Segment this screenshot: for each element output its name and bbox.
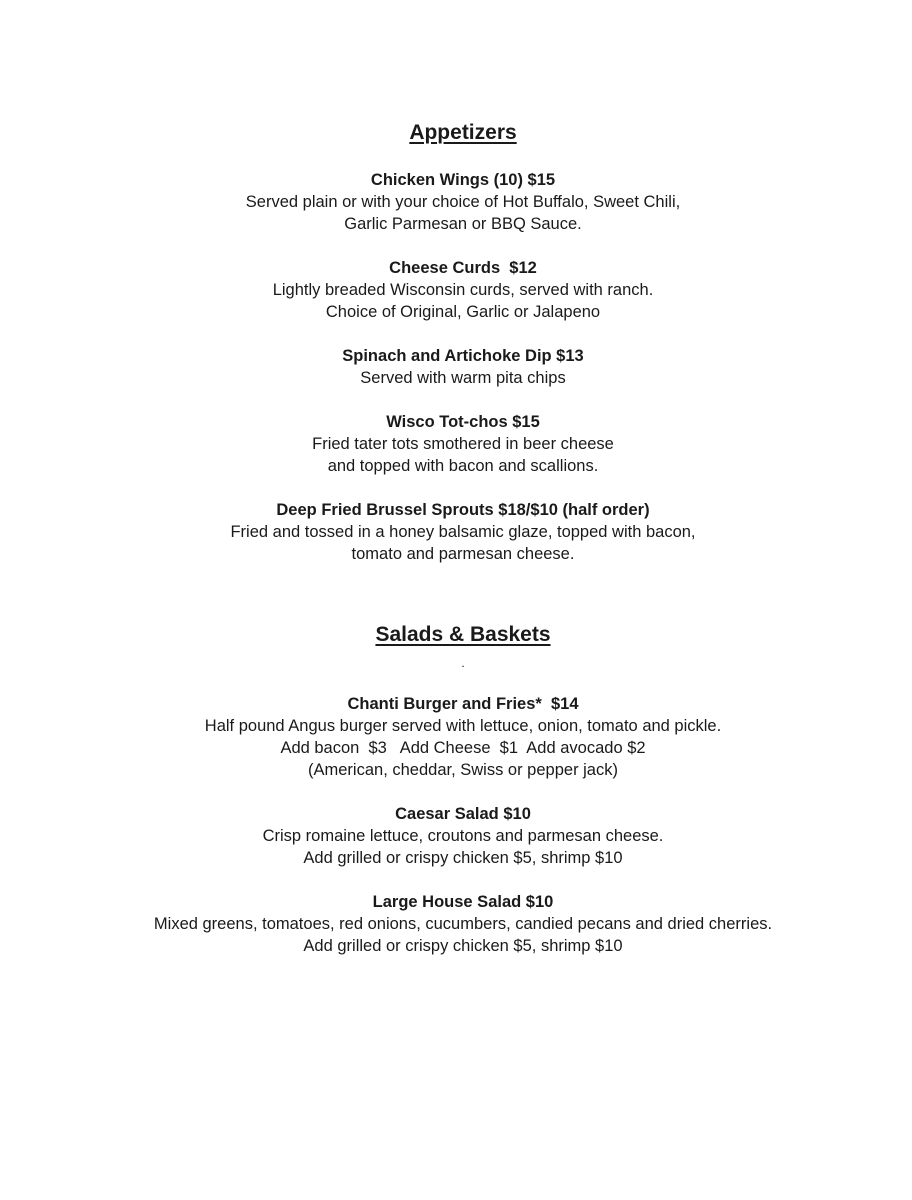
menu-item-title: Cheese Curds $12 — [389, 259, 537, 277]
menu-item-description: Lightly breaded Wisconsin curds, served with ranch. — [272, 281, 654, 299]
menu-item-title: Chanti Burger and Fries* $14 — [347, 695, 579, 713]
menu-item-description: Half pound Angus burger served with lettuce, onion, tomato and pickle. — [204, 717, 722, 735]
menu-item-description: Crisp romaine lettuce, croutons and parmesan cheese. — [262, 827, 664, 845]
menu-item-description: Fried and tossed in a honey balsamic glaze, topped with bacon, — [230, 523, 696, 541]
menu-item-description: Garlic Parmesan or BBQ Sauce. — [344, 215, 582, 233]
menu-item-title: Spinach and Artichoke Dip $13 — [342, 347, 584, 365]
menu-item-description: Add grilled or crispy chicken $5, shrimp $10 — [303, 937, 623, 955]
menu-item-title: Wisco Tot-chos $15 — [386, 413, 540, 431]
menu-item-title: Deep Fried Brussel Sprouts $18/$10 (half order) — [276, 501, 650, 519]
menu-item-description: Choice of Original, Garlic or Jalapeno — [325, 303, 601, 321]
menu-item-description: Served plain or with your choice of Hot Buffalo, Sweet Chili, — [245, 193, 681, 211]
section-separator: . — [461, 656, 465, 670]
menu-item-description: Served with warm pita chips — [360, 369, 566, 387]
menu-item-description: Fried tater tots smothered in beer cheese — [312, 435, 614, 453]
menu-item-description: tomato and parmesan cheese. — [351, 545, 575, 563]
menu-item-title: Caesar Salad $10 — [395, 805, 531, 823]
section-heading-appetizers: Appetizers — [409, 121, 517, 144]
section-heading-salads-baskets: Salads & Baskets — [375, 623, 551, 646]
menu-item-description: and topped with bacon and scallions. — [327, 457, 599, 475]
menu-item-description: (American, cheddar, Swiss or pepper jack) — [308, 761, 618, 779]
menu-item-title: Large House Salad $10 — [372, 893, 554, 911]
menu-item-description: Add bacon $3 Add Cheese $1 Add avocado $2 — [280, 739, 646, 757]
menu-item-description: Add grilled or crispy chicken $5, shrimp $10 — [303, 849, 623, 867]
menu-item-description: Mixed greens, tomatoes, red onions, cucumbers, candied pecans and dried cherries. — [153, 915, 773, 933]
menu-item-title: Chicken Wings (10) $15 — [370, 171, 556, 189]
